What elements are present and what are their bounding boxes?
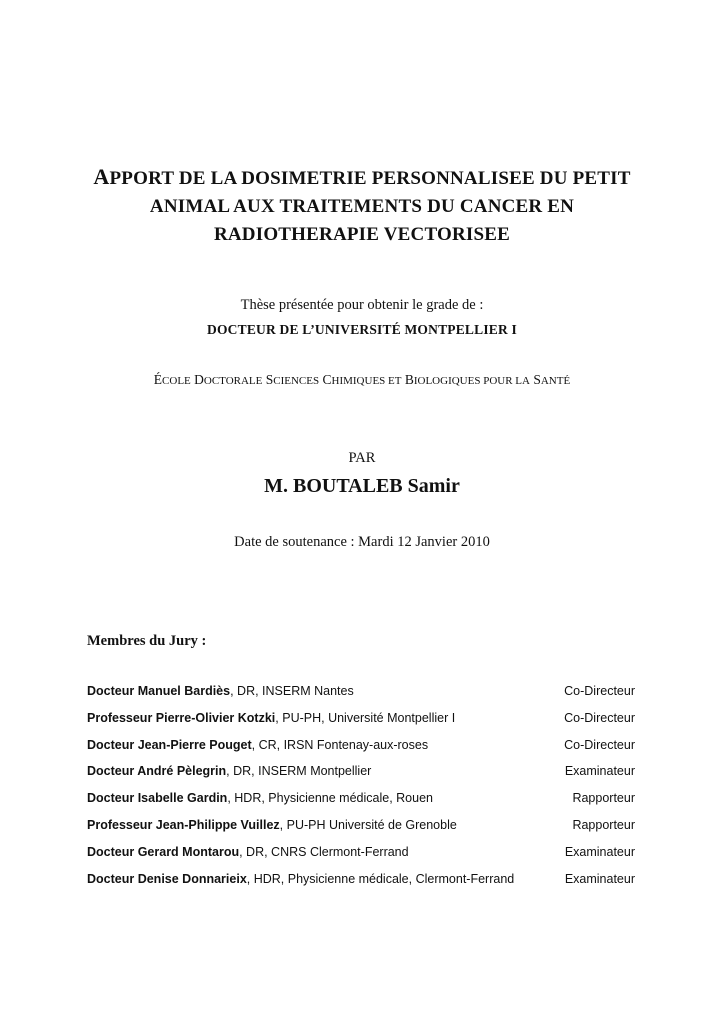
jury-member — [87, 791, 637, 818]
degree-name: DOCTEUR DE L’UNIVERSITÉ MONTPELLIER I — [207, 322, 517, 337]
jury-member-name: Docteur Gerard Montarou — [87, 844, 240, 859]
jury-member — [87, 872, 637, 899]
jury-member-role: Co-Directeur — [564, 684, 635, 698]
jury-heading: Membres du Jury : — [87, 633, 207, 649]
school-word-4: CHIMIQUES ET — [322, 372, 402, 387]
doctoral-school — [0, 372, 724, 388]
jury-member-details: , DR, INSERM Montpellier — [226, 764, 372, 779]
jury-member-role: Examinateur — [564, 764, 635, 779]
jury-member-role: Examinateur — [564, 844, 635, 859]
jury-list — [87, 684, 637, 898]
jury-member-details: , PU-PH, Université Montpellier I — [275, 710, 456, 725]
school-word-2: DOCTORALE — [194, 372, 263, 387]
title-line-2: ANIMAL AUX TRAITEMENTS DU CANCER EN — [149, 196, 575, 217]
jury-member — [87, 764, 637, 791]
school-word-5: BIOLOGIQUES POUR LA — [404, 372, 530, 387]
title-line-1-text: PPORT DE LA DOSIMETRIE PERSONNALISEE DU PETIT — [109, 168, 631, 189]
school-word-3: SCIENCES — [265, 372, 320, 387]
jury-member-details: , HDR, Physicienne médicale, Rouen — [227, 791, 433, 806]
jury-member-name: Professeur Pierre-Olivier Kotzki — [87, 710, 276, 725]
jury-member — [87, 845, 637, 872]
jury-member-name: Docteur Isabelle Gardin — [87, 791, 228, 806]
jury-member-role: Examinateur — [564, 871, 635, 886]
thesis-title — [60, 163, 664, 249]
by-label: PAR — [348, 450, 376, 466]
defense-date: Date de soutenance : Mardi 12 Janvier 2010 — [234, 534, 490, 550]
school-word-6: SANTÉ — [533, 372, 571, 387]
jury-member — [87, 684, 637, 711]
jury-member-details: , CR, IRSN Fontenay-aux-roses — [251, 737, 429, 752]
jury-member-role: Co-Directeur — [564, 737, 635, 752]
title-initial-letter: A — [93, 164, 110, 189]
title-line-1 — [60, 163, 664, 193]
jury-member-details: , PU-PH Université de Grenoble — [279, 817, 457, 832]
jury-member — [87, 818, 637, 845]
jury-member-name: Docteur Manuel Bardiès — [87, 684, 231, 698]
jury-member — [87, 738, 637, 765]
degree-intro: Thèse présentée pour obtenir le grade de : — [240, 297, 484, 313]
jury-member-name: Docteur André Pèlegrin — [87, 764, 227, 779]
jury-member-details: , HDR, Physicienne médicale, Clermont-Ferrand — [246, 871, 515, 886]
jury-member-role: Rapporteur — [572, 817, 635, 832]
author-name: M. BOUTALEB Samir — [264, 475, 460, 497]
jury-member-details: , DR, CNRS Clermont-Ferrand — [239, 844, 409, 859]
jury-member-name: Docteur Denise Donnarieix — [87, 871, 247, 886]
jury-member-name: Docteur Jean-Pierre Pouget — [87, 737, 252, 752]
jury-member-role: Co-Directeur — [564, 710, 635, 725]
jury-member — [87, 711, 637, 738]
title-line-3: RADIOTHERAPIE VECTORISEE — [213, 224, 511, 245]
jury-member-details: , DR, INSERM Nantes — [230, 684, 354, 698]
jury-member-role: Rapporteur — [572, 791, 635, 806]
jury-member-name: Professeur Jean-Philippe Vuillez — [87, 817, 280, 832]
school-word-1: ÉCOLE — [153, 372, 191, 387]
